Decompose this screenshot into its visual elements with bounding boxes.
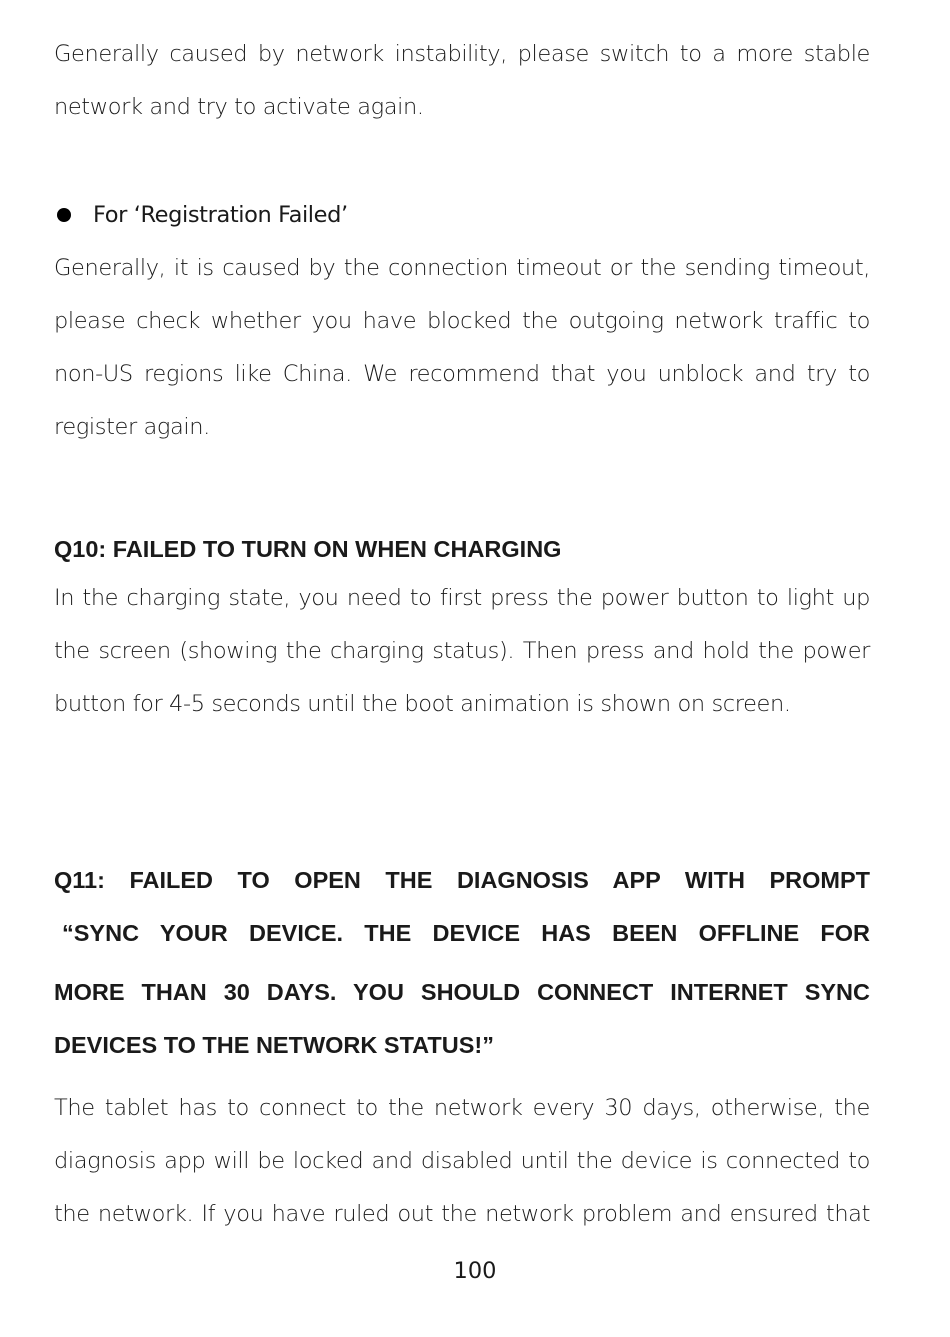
heading-q10: Q10: FAILED TO TURN ON WHEN CHARGING — [54, 536, 562, 562]
paragraph-registration-failed: Generally, it is caused by the connection timeout or the sending timeout, please check whether you have blocked the outgoing network traffic to non-US regions like China. We recommend that you unblock and try to register again. — [54, 255, 870, 440]
bullet-label: For ‘Registration Failed’ — [93, 202, 348, 228]
heading-q11-line-4: DEVICES TO THE NETWORK STATUS!” — [54, 1032, 494, 1058]
heading-q11-line-1: Q11: FAILED TO OPEN THE DIAGNOSIS APP WITH PROMPT — [54, 867, 870, 893]
heading-q11-line-3: MORE THAN 30 DAYS. YOU SHOULD CONNECT INTERNET SYNC — [54, 979, 870, 1005]
heading-q11-line-2: “SYNC YOUR DEVICE. THE DEVICE HAS BEEN OFFLINE FOR — [62, 920, 870, 946]
paragraph-q11-answer: The tablet has to connect to the network every 30 days, otherwise, the diagnosis app will be locked and disabled until the device is connected to the network. If you have ruled out the network problem and ensured that — [54, 1095, 870, 1227]
page-number: 100 — [453, 1258, 497, 1284]
paragraph-network-instability: Generally caused by network instability, please switch to a more stable network and try to activate again. — [54, 41, 870, 120]
bullet-item-registration-failed — [54, 198, 348, 232]
paragraph-q10-answer: In the charging state, you need to first press the power button to light up the screen (showing the charging status). Then press and hold the power button for 4-5 seconds until the boot animation is shown on screen. — [54, 585, 870, 717]
bullet-dot-icon — [57, 208, 71, 222]
